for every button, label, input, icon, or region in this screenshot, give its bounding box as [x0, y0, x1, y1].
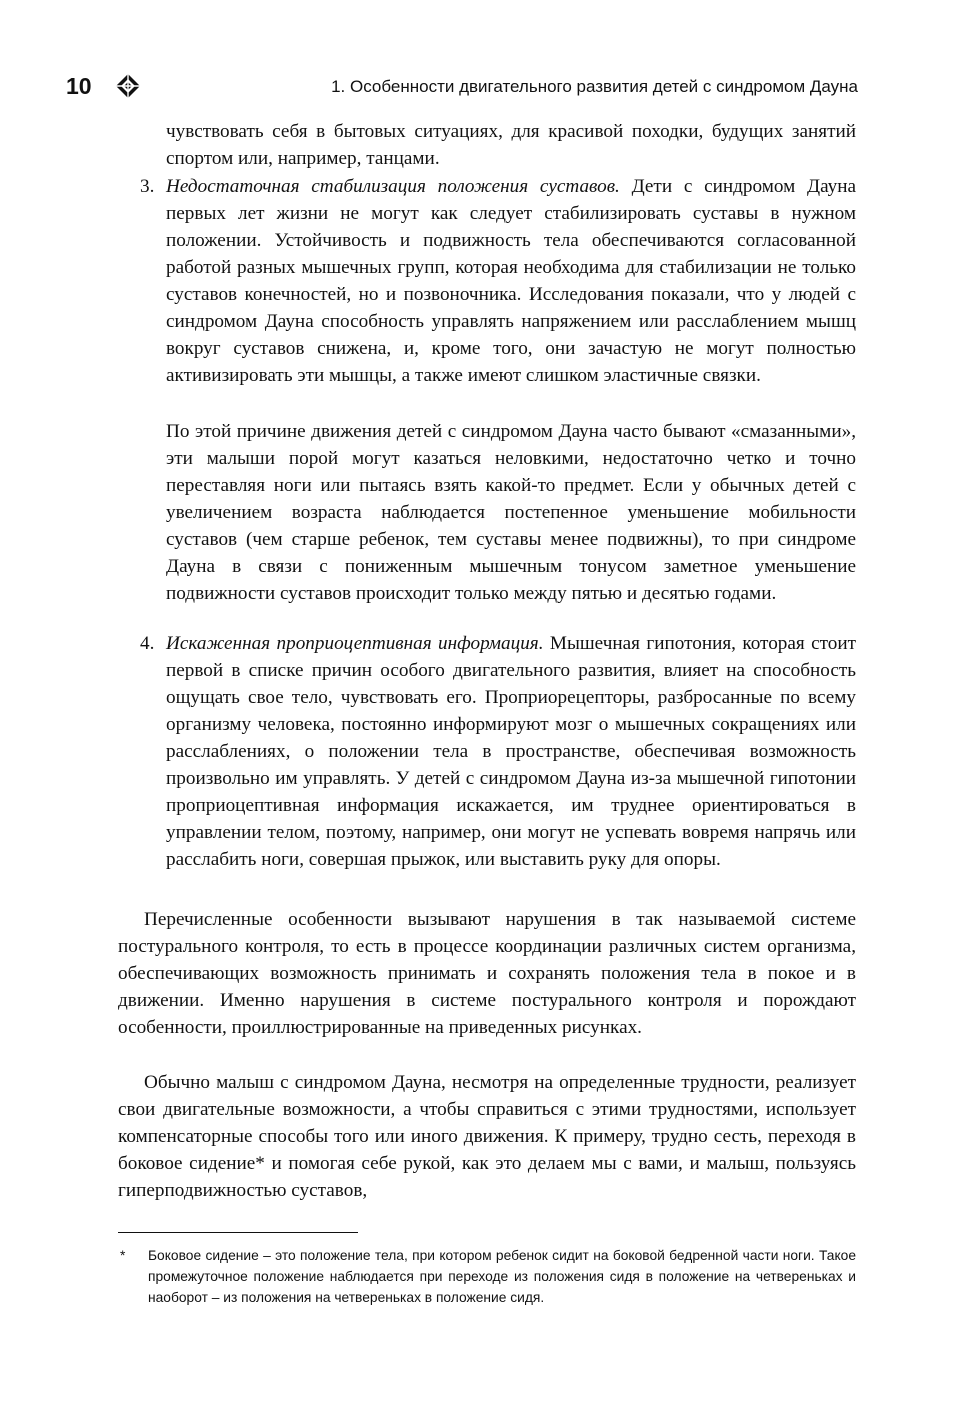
- list-item-3: [166, 173, 856, 389]
- list-item-3-paragraph-2: По этой причине движения детей с синдромом Дауна часто бывают «смазанными», эти малыши порой могут казаться неловкими, недостаточно четко и точно переставляя ноги или пытаясь взять какой-то предмет. Если у обычных детей с увеличением возраста наблюдается постепенное уменьшение мобильности суставов (чем старше ребенок, тем суставы менее подвижны), то при синдроме Дауна в связи с пониженным мышечным тонусом заметное уменьшение подвижности суставов происходит только между пятью и десятью годами.: [166, 421, 856, 604]
- body-paragraph-1: Перечисленные особенности вызывают нарушения в так называемой системе постурального контроля, то есть в процессе координации различных систем организма, обеспечивающих возможность принимать и сохранять положения тела в покое и в движении. Именно нарушения в системе постурального контроля и порождают особенности, проиллюстрированные на приведенных рисунках.: [118, 909, 856, 1038]
- continuation-text: чувствовать себя в бытовых ситуациях, для красивой походки, будущих занятий спортом или, например, танцами.: [166, 121, 856, 169]
- running-head: 1. Особенности двигательного развития детей с синдромом Дауна: [331, 77, 858, 96]
- footnote-text: Боковое сидение – это положение тела, при котором ребенок сидит на боковой бедренной части ноги. Такое промежуточное положение наблюдается при переходе из положения сидя в положение на четвереньках и наоборот – из положения на четвереньках в положение сидя.: [148, 1248, 856, 1305]
- page-number: 10: [66, 73, 92, 99]
- footnote: [120, 1245, 856, 1308]
- list-item-4-text: Мышечная гипотония, которая стоит первой в списке причин особого двигательного развития, влияет на способность ощущать свое тело, чувствовать его. Проприорецепторы, разбросанные по всему организму человека, постоянно информируют мозг о мышечных сокращениях или расслаблениях, о положении тела в пространстве, обеспечивая возможность произвольно им управлять. У детей с синдромом Дауна из-за мышечной гипотонии проприоцептивная информация искажается, им труднее ориентироваться в управлении телом, поэтому, например, они могут не успевать вовремя напрячь или расслабить ноги, совершая прыжок, или выставить руку для опоры.: [166, 633, 857, 870]
- footnote-marker: *: [120, 1248, 126, 1263]
- list-marker-3: 3.: [140, 176, 155, 197]
- diamond-ornament-icon: [116, 74, 140, 98]
- body-paragraph-2: Обычно малыш с синдромом Дауна, несмотря на определенные трудности, реализует свои двигательные возможности, а чтобы справиться с этими трудностями, использует компенсаторные способы того или иного движения. К примеру, трудно сесть, переходя в боковое сидение* и помогая себе рукой, как это делаем мы с вами, и малыш, пользуясь гиперподвижностью суставов,: [118, 1072, 856, 1201]
- footnote-rule: [118, 1232, 358, 1233]
- list-item-3-lead: Недостаточная стабилизация положения суставов.: [166, 176, 620, 197]
- list-marker-4: 4.: [140, 633, 155, 654]
- list-item-4-lead: Искаженная проприоцептивная информация.: [166, 633, 544, 654]
- list-item-4: [166, 630, 856, 873]
- list-item-3-text: Дети с синдромом Дауна первых лет жизни не могут как следует стабилизировать суставы в нужном положении. Устойчивость и подвижность тела обеспечиваются согласованной работой разных мышечных групп, которая необходима для стабилизации не только суставов конечностей, но и позвоночника. Исследования показали, что у людей с синдромом Дауна способность управлять напряжением или расслаблением мышц вокруг суставов снижена, и, кроме того, они зачастую не могут полностью активизировать эти мышцы, а также имеют слишком эластичные связки.: [166, 176, 857, 386]
